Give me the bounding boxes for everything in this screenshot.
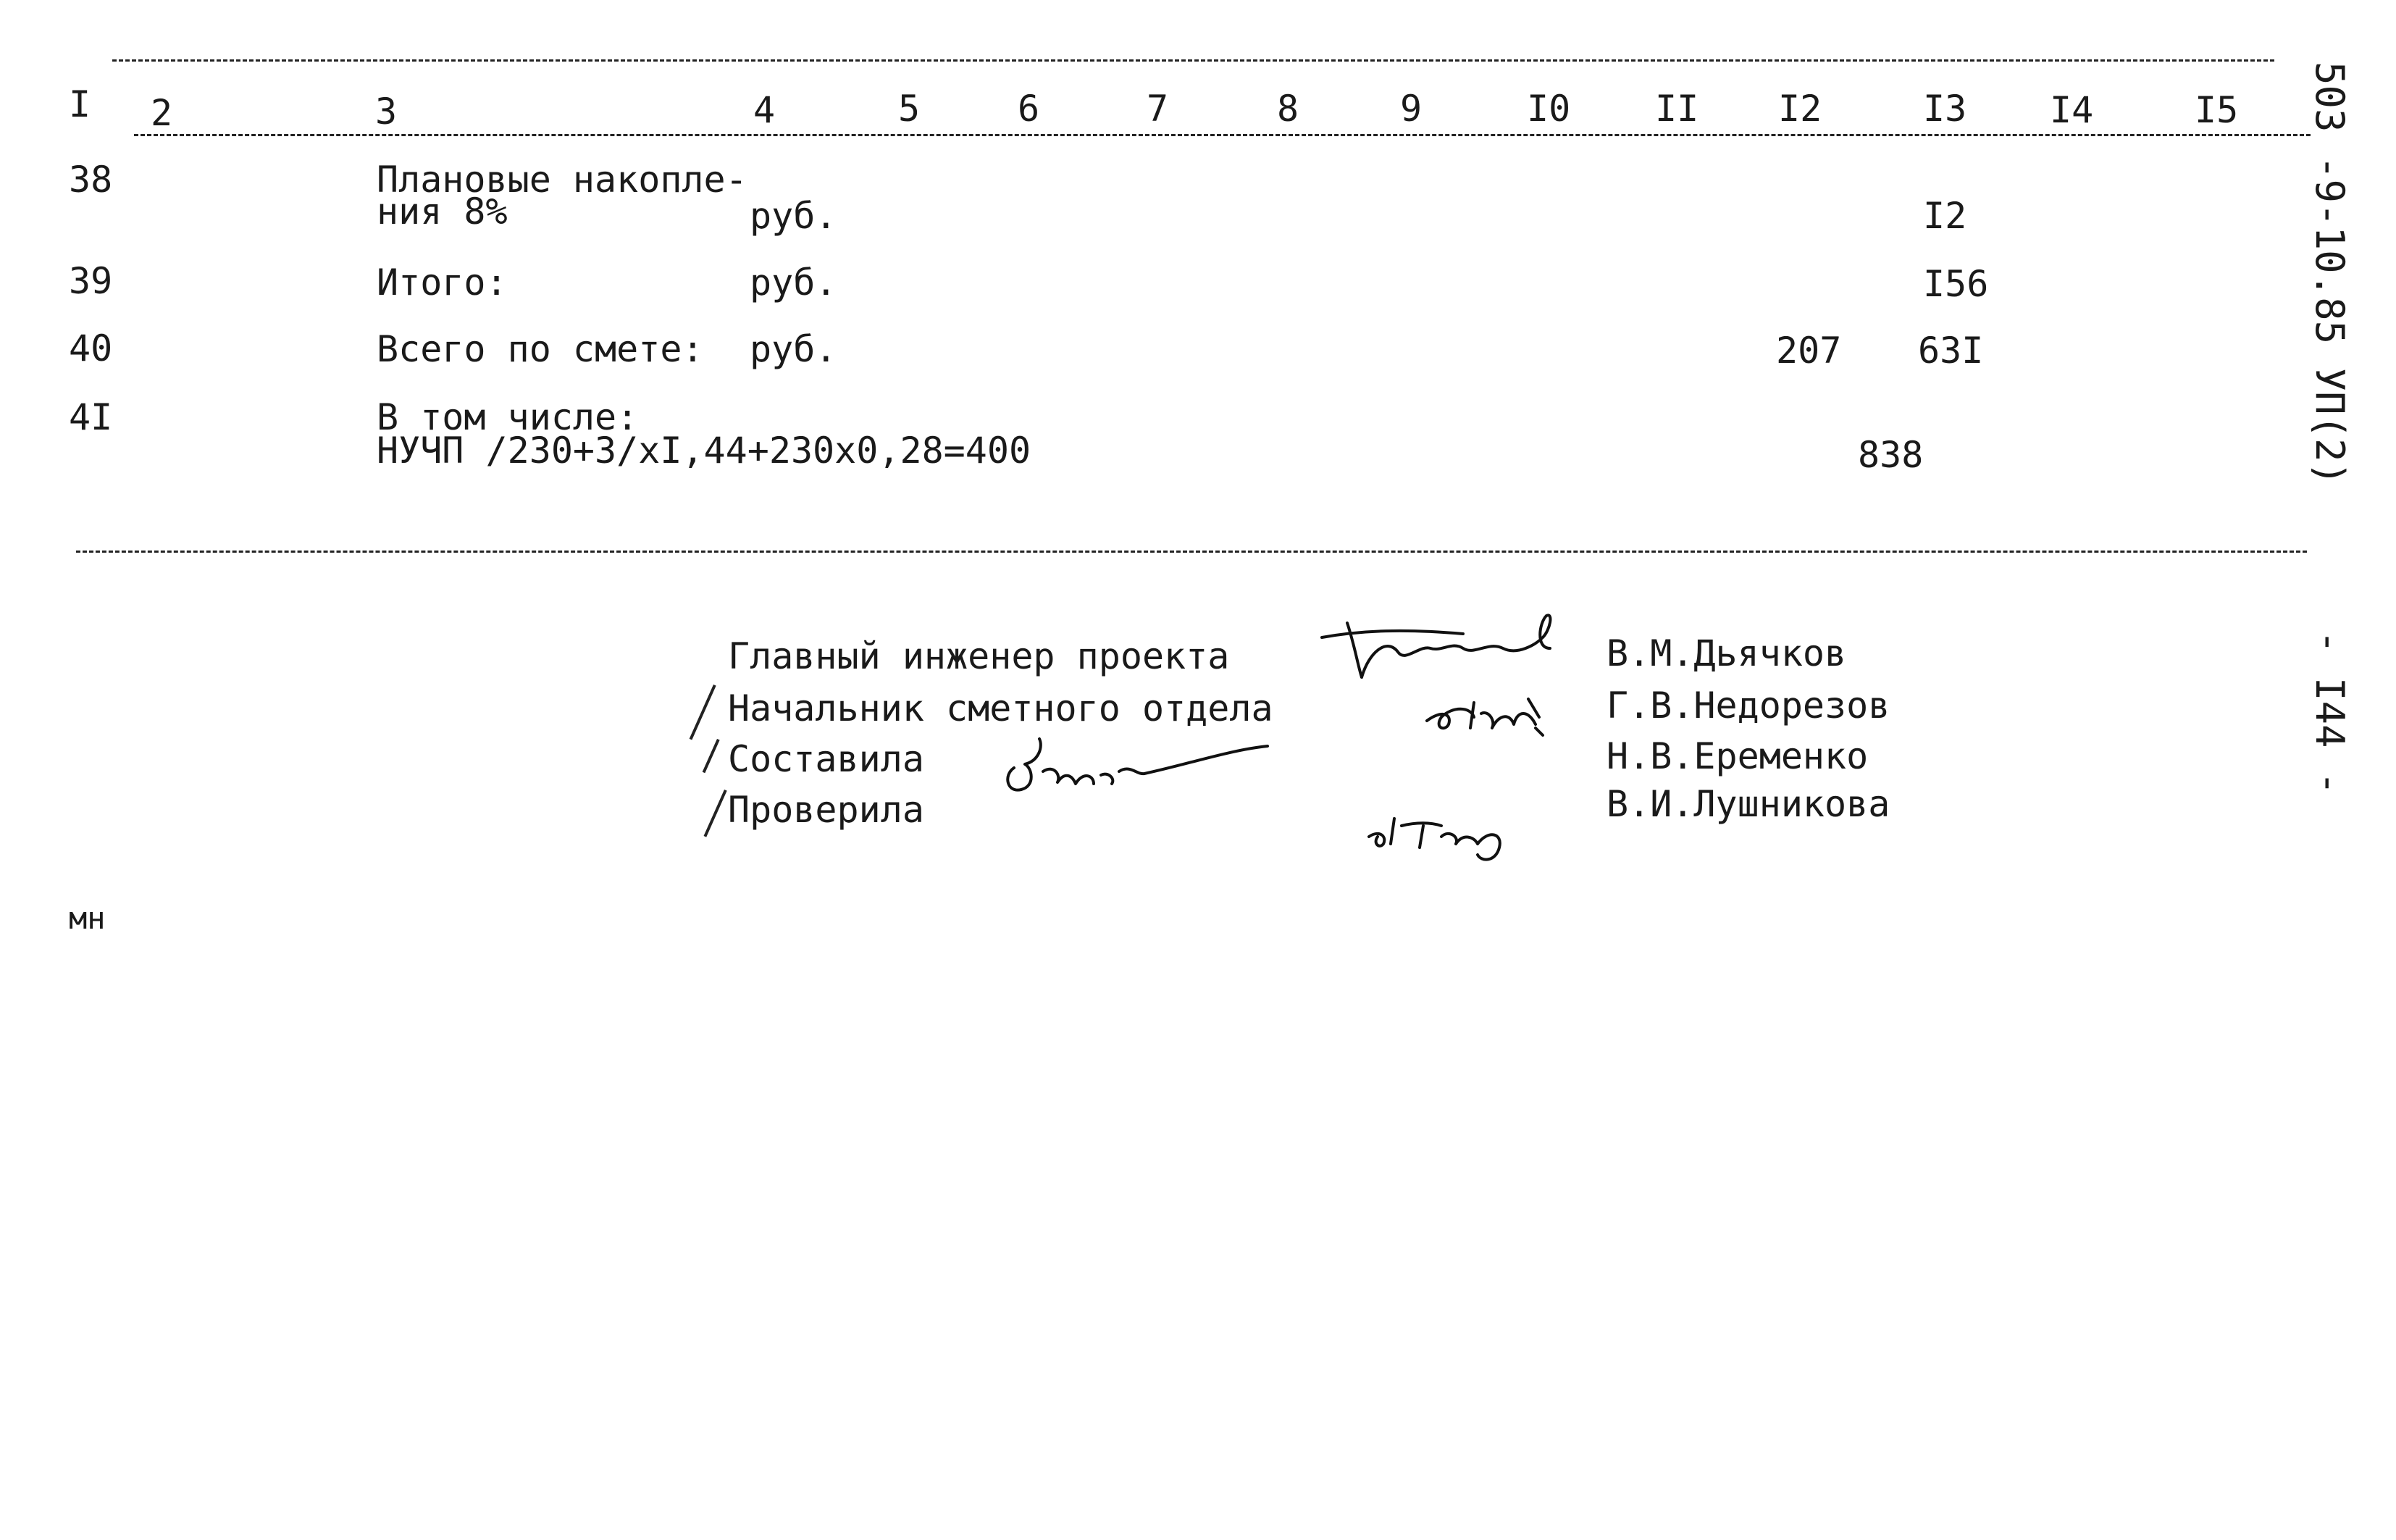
col-header-14: I4 [2050, 89, 2094, 131]
row-unit: руб. [750, 261, 837, 304]
signature-name: В.М.Дьячков [1607, 632, 1847, 674]
col-header-12: I2 [1778, 88, 1822, 130]
row-unit: руб. [750, 328, 837, 370]
row-unit: руб. [750, 195, 837, 237]
header-rule [134, 134, 2311, 136]
footer-mark: мн [69, 900, 106, 936]
signature-role: Главный инженер проекта [728, 635, 1230, 677]
handwritten-signature [1000, 732, 1275, 804]
col-header-3: 3 [375, 91, 398, 133]
col-header-8: 8 [1277, 88, 1299, 130]
handwritten-signature [1362, 797, 1521, 869]
signature-role: Начальник сметного отдела [728, 687, 1273, 729]
page-number: - I44 - [2307, 630, 2353, 795]
row-col13-value: I2 [1923, 195, 1967, 237]
handwritten-signature [1318, 608, 1579, 688]
tick-mark [703, 739, 720, 773]
row-number: 4I [69, 396, 113, 438]
col-header-7: 7 [1147, 88, 1169, 130]
col-header-2: 2 [151, 92, 173, 134]
signature-name: Н.В.Еременко [1607, 735, 1869, 777]
col-header-4: 4 [753, 89, 776, 131]
row-col12-value: 207 [1776, 330, 1842, 372]
row-value: 838 [1858, 434, 1924, 476]
col-header-9: 9 [1400, 88, 1423, 130]
row-number: 39 [69, 260, 113, 302]
col-header-11: II [1655, 88, 1699, 130]
row-col13-value: I56 [1923, 263, 1989, 305]
row-name-line1: Всего по смете: [377, 328, 704, 370]
col-header-5: 5 [898, 88, 921, 130]
tick-mark [704, 790, 727, 837]
col-header-15: I5 [2195, 89, 2239, 131]
col-header-13: I3 [1923, 88, 1967, 130]
col-header-10: I0 [1527, 88, 1571, 130]
row-name-line1: Итого: [377, 261, 508, 304]
signature-role: Составила [728, 738, 924, 780]
row-number: 38 [69, 159, 113, 201]
row-name-line1: Плановые накопле- [377, 159, 747, 201]
row-name-line2: ния 8% [377, 191, 508, 233]
signature-name: Г.В.Недорезов [1607, 685, 1890, 727]
top-rule [112, 59, 2274, 62]
table-bottom-rule [76, 551, 2307, 553]
tick-mark [690, 685, 716, 740]
signature-name: В.И.Лушникова [1607, 783, 1890, 825]
signature-role: Проверила [728, 789, 924, 831]
row-number: 40 [69, 327, 113, 369]
handwritten-signature [1420, 688, 1564, 746]
row-col13-value: 63I [1918, 330, 1984, 372]
row-name-line2: НУЧП /230+3/хI,44+230х0,28=400 [377, 430, 1031, 472]
col-header-1: I [69, 83, 91, 125]
col-header-6: 6 [1018, 88, 1040, 130]
document-code: 503 -9-10.85 УП(2) [2307, 62, 2353, 486]
row-name-line1: В том числе: [377, 396, 639, 438]
